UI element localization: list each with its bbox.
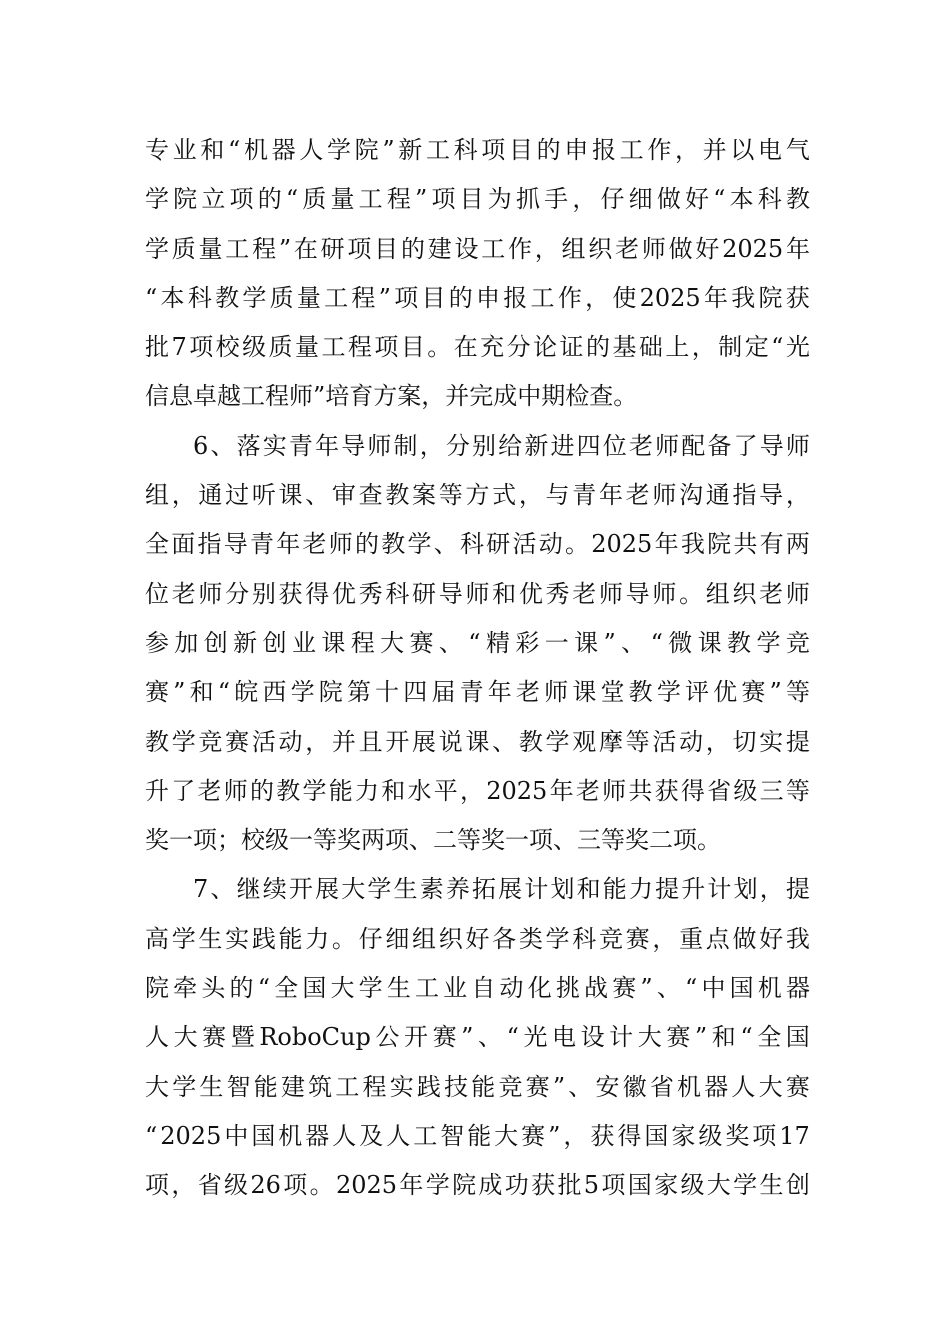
text-line: 人 大 赛 暨 RoboCup 公 开 赛 ” 、 “ 光 电 设 计 大 赛 ” 和 “ 全 国 [145, 1023, 810, 1052]
text-line: 赛 ” 和 “ 皖 西 学 院 第 十 四 届 青 年 老 师 课 堂 教 学 评 优 赛 ” 等 [145, 678, 810, 707]
text-line: 信息卓越工程师”培育方案，并完成中期检查。 [145, 382, 638, 411]
text-line: “ 2025 中 国 机 器 人 及 人 工 智 能 大 赛 ” ， 获 得 国 家 级 奖 项 17 [145, 1121, 810, 1150]
text-line: 学 质 量 工 程 ” 在 研 项 目 的 建 设 工 作 ， 组 织 老 师 做 好 2025 年 [145, 234, 810, 263]
text-line: 6 、 落 实 青 年 导 师 制 ， 分 别 给 新 进 四 位 老 师 配 备 了 导 师 [193, 431, 810, 460]
text-line: 专 业 和 “ 机 器 人 学 院 ” 新 工 科 项 目 的 申 报 工 作 ， 并 以 电 气 [145, 136, 810, 164]
text-line: 奖一项；校级一等奖两项、二等奖一项、三等奖二项。 [145, 826, 721, 855]
text-line: 大 学 生 智 能 建 筑 工 程 实 践 技 能 竞 赛 ” 、 安 徽 省 机 器 人 大 赛 [145, 1072, 810, 1101]
text-line: 位 老 师 分 别 获 得 优 秀 科 研 导 师 和 优 秀 老 师 导 师 。 组 织 老 师 [145, 579, 810, 608]
text-line: 学 院 立 项 的 “ 质 量 工 程 ” 项 目 为 抓 手 ， 仔 细 做 好 “ 本 科 教 [145, 185, 810, 214]
text-line: “ 本 科 教 学 质 量 工 程 ” 项 目 的 申 报 工 作 ， 使 2025 年 我 院 获 [145, 283, 810, 312]
text-line: 全 面 指 导 青 年 老 师 的 教 学 、 科 研 活 动 。 2025 年 我 院 共 有 两 [145, 530, 810, 559]
text-line: 院 牵 头 的 “ 全 国 大 学 生 工 业 自 动 化 挑 战 赛 ” 、 “ 中 国 机 器 [145, 974, 810, 1003]
text-line: 组 ， 通 过 听 课 、 审 查 教 案 等 方 式 ， 与 青 年 老 师 沟 通 指 导 ， [145, 481, 810, 510]
text-line: 升 了 老 师 的 教 学 能 力 和 水 平 ， 2025 年 老 师 共 获 得 省 级 三 等 [145, 776, 810, 805]
document-body [145, 126, 810, 1211]
text-line: 7 、 继 续 开 展 大 学 生 素 养 拓 展 计 划 和 能 力 提 升 计 划 ， 提 [193, 875, 810, 904]
text-line: 参 加 创 新 创 业 课 程 大 赛 、 “ 精 彩 一 课 ” 、 “ 微 课 教 学 竞 [145, 628, 810, 657]
text-line: 批 7 项 校 级 质 量 工 程 项 目 。 在 充 分 论 证 的 基 础 上 ， 制 定 “ 光 [145, 333, 810, 362]
text-line: 教 学 竞 赛 活 动 ， 并 且 开 展 说 课 、 教 学 观 摩 等 活 动 ， 切 实 提 [145, 727, 810, 756]
text-line: 高 学 生 实 践 能 力 。 仔 细 组 织 好 各 类 学 科 竞 赛 ， 重 点 做 好 我 [145, 924, 810, 953]
text-line: 项 ， 省 级 26 项 。 2025 年 学 院 成 功 获 批 5 项 国 家 级 大 学 生 创 [145, 1171, 810, 1200]
